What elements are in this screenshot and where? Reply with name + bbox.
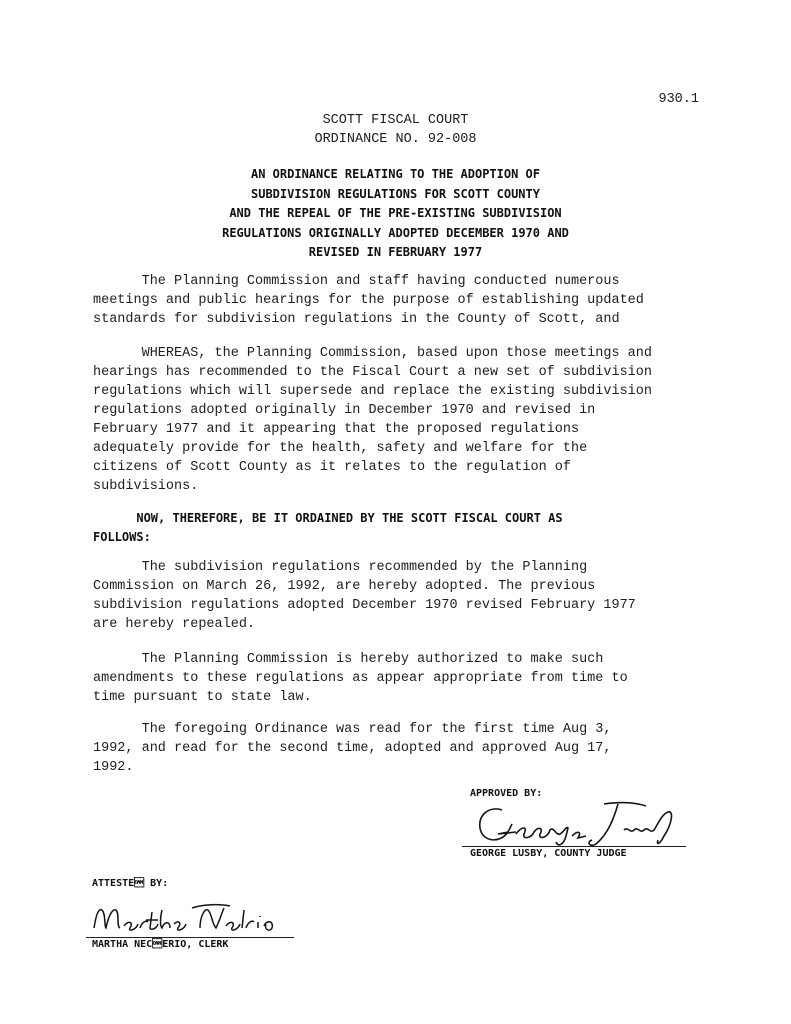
paragraph-adoption: The subdivision regulations recommended by the Planning Commission on March 26, 1992, are hereby adopted. The previous subdivision regulations adopted December 1970 revised February 1977 are hereby repealed. <box>93 560 636 632</box>
page-number: 930.1 <box>658 92 699 107</box>
judge-signature-line <box>462 846 686 847</box>
approved-by-label: APPROVED BY: <box>470 788 543 799</box>
ordinance-number: ORDINANCE NO. 92-008 <box>314 132 477 147</box>
clerk-signature <box>88 898 288 938</box>
paragraph-whereas: WHEREAS, the Planning Commission, based upon those meetings and hearings has recommended to the Fiscal Court a new set of subdivision regulations which will supersede and replace the existing subdivision regulations adopted originally in December 1970 and revised in February 1977 and it appearing that the proposed regulations adequately provide for the health, safety and welfare for the citizens of Scott County as it relates to the regulation of subdivisions. <box>93 346 652 494</box>
title-line: SUBDIVISION REGULATIONS FOR SCOTT COUNTY <box>251 186 540 201</box>
ordinance-title <box>0 165 791 263</box>
clerk-signature-name: MARTHA NECERIO, CLERK <box>92 939 229 950</box>
court-name: SCOTT FISCAL COURT <box>322 113 469 128</box>
paragraph-ordained: NOW, THEREFORE, BE IT ORDAINED BY THE SCOTT FISCAL COURT AS FOLLOWS: <box>93 511 563 544</box>
paragraph-amendments: The Planning Commission is hereby authorized to make such amendments to these regulations as appear appropriate from time to time pursuant to state law. <box>93 652 628 705</box>
paragraph-preamble: The Planning Commission and staff having conducted numerous meetings and public hearings for the purpose of establishing updated standards for subdivision regulations in the County of Scott, and <box>93 274 644 327</box>
judge-signature <box>468 800 688 852</box>
title-line: REGULATIONS ORIGINALLY ADOPTED DECEMBER 1970 AND <box>222 225 569 240</box>
paragraph-readings: The foregoing Ordinance was read for the first time Aug 3, 1992, and read for the second time, adopted and approved Aug 17, 1992. <box>93 722 612 775</box>
clerk-signature-line <box>86 937 294 938</box>
attested-by-label: ATTESTE BY: <box>92 878 169 889</box>
title-line: REVISED IN FEBRUARY 1977 <box>308 245 483 259</box>
title-line: AN ORDINANCE RELATING TO THE ADOPTION OF <box>251 167 540 181</box>
title-line: AND THE REPEAL OF THE PRE-EXISTING SUBDIVISION <box>229 206 562 220</box>
judge-signature-name: GEORGE LUSBY, COUNTY JUDGE <box>470 848 627 859</box>
